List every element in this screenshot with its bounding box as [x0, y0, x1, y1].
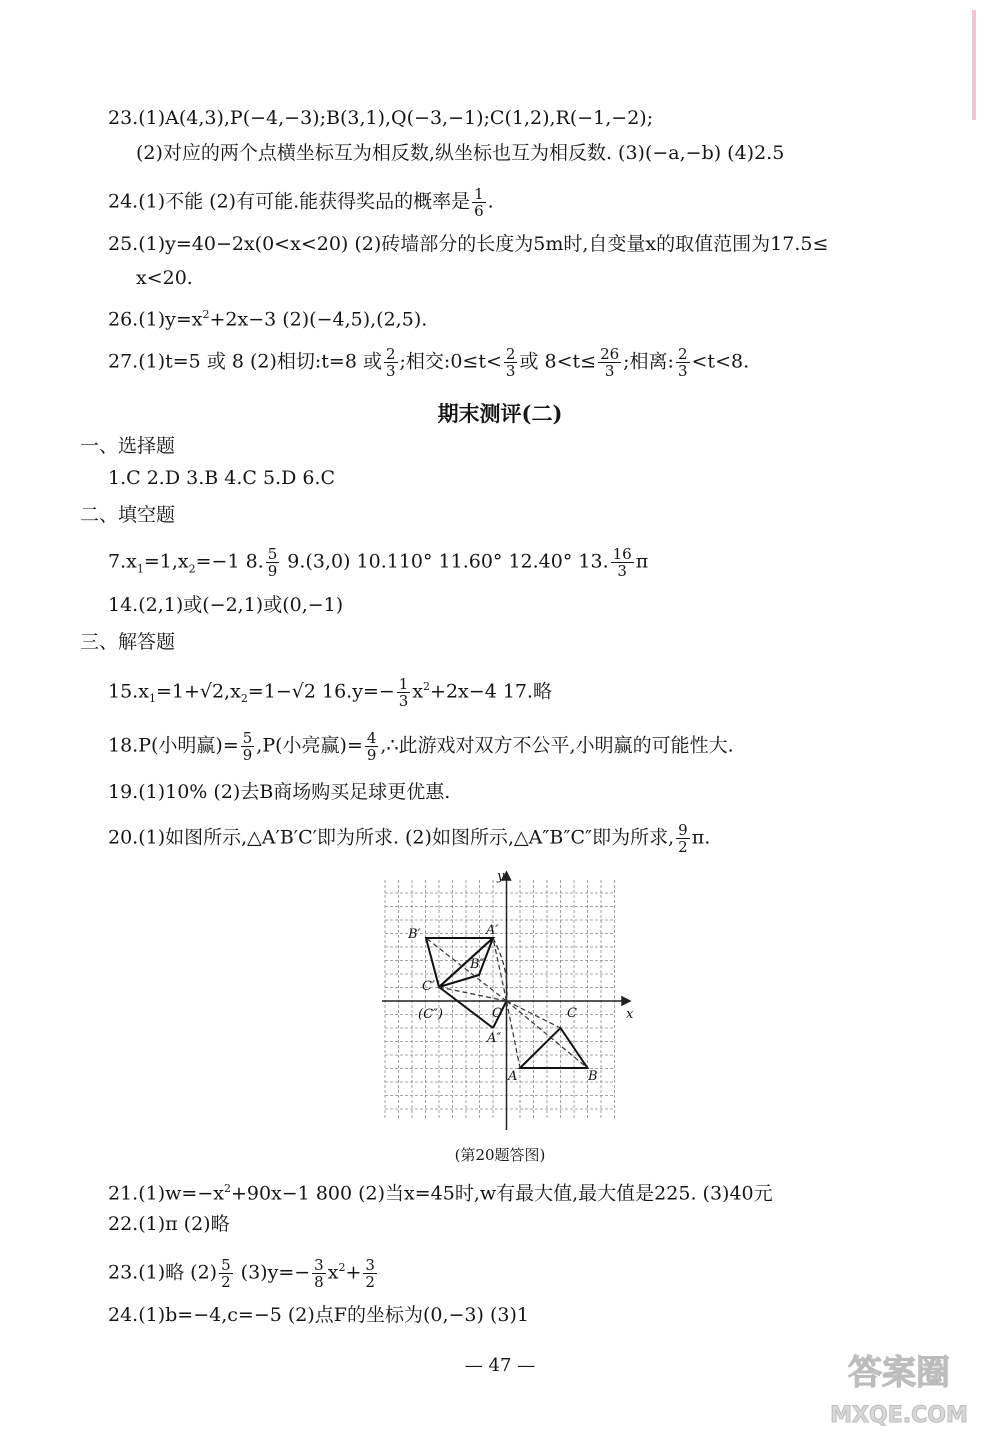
answer-24: 24.(1)不能 (2)有可能.能获得奖品的概率是 $\frac{1}{6}$ . [108, 185, 494, 220]
page-number: — 47 — [464, 1355, 536, 1376]
answer-24: 24.(1)b=−4,c=−5 (2)点F的坐标为(0,−3) (3)1 [108, 1304, 529, 1326]
answer-23: 23.(1)略 (2) $\frac{5}{2}$ (3)y=− $\frac{3}{8}$ $x^2+$ $\frac{3}{2}$ [108, 1255, 375, 1291]
answers-15-17: $15.x_1=1+√2,x_2=1-√2$ 16.y=− $\frac{1}{3}$ $x^2+2x-4$ 17.略 [108, 674, 553, 710]
triangle-abc [520, 1028, 588, 1068]
coordinate-figure [360, 860, 650, 1170]
answer-23-line1: 23.(1)A(4,3),P(−4,−3);B(3,1),Q(−3,−1);C(1,2),R(−1,−2); [108, 107, 654, 129]
label-a2: A″ [487, 1031, 502, 1046]
label-y: y [497, 869, 505, 884]
watermark-logo [814, 1342, 984, 1432]
answer-18: 18.P(小明赢)= $\frac{5}{9}$ ,P(小亮赢)= $\frac{4}{9}$ ,∴此游戏对双方不公平,小明赢的可能性大. [108, 729, 734, 764]
answer-27: 27.(1)t=5 或 8 (2)相切:t=8 或 $\frac{2}{3}$ ;相交:0≤t< $\frac{2}{3}$ 或 8<t≤ $\frac{26}{3}$ ;相离: $\frac{2}{3}$ <t<8. [108, 345, 750, 380]
label-a1: A′ [486, 923, 499, 938]
answer-26: $26.(1)y=x^2+2x-3$ (2)(−4,5),(2,5). [108, 308, 428, 331]
figure-caption: (第20题答图) [454, 1146, 546, 1164]
fraction: $\frac{1}{6}$ [474, 185, 484, 220]
answer-20: 20.(1)如图所示,△A′B′C′即为所求. (2)如图所示,△A″B″C″即为所求, $\frac{9}{2}$ π. [108, 821, 711, 856]
label-b1: B′ [408, 927, 421, 942]
answers-choice: 1.C 2.D 3.B 4.C 5.D 6.C [108, 467, 336, 489]
answer-19: 19.(1)10% (2)去B商场购买足球更优惠. [108, 781, 451, 803]
answer-25-line2: x<20. [136, 267, 193, 289]
watermark-bottom: MXQE.COM [830, 1403, 968, 1428]
label-b2: B″ [470, 957, 485, 972]
heading-choice: 一、选择题 [80, 435, 176, 457]
page-edge-mark [972, 10, 976, 120]
label-c2: (C″) [418, 1007, 443, 1022]
section-title: 期末测评(二) [437, 401, 563, 426]
answer-23-line2: (2)对应的两个点横坐标互为相反数,纵坐标也互为相反数. (3)(−a,−b) (4)2.5 [136, 142, 785, 164]
answer-22: 22.(1)π (2)略 [108, 1213, 230, 1235]
answers-fill-7-13: $7.x_1=1,x_2=-1$ 8. $\frac{5}{9}$ 9.(3,0) 10.110° 11.60° 12.40° 13. $\frac{16}{3}$ π [108, 545, 649, 580]
watermark-top: 答案圈 [848, 1353, 950, 1393]
label-c1: C′ [422, 979, 435, 994]
heading-fill: 二、填空题 [80, 504, 176, 526]
answer-21: $21.(1)w=-x^2+90x-1$ 800 (2)当x=45时,w有最大值,最大值是225. (3)40元 [108, 1182, 773, 1205]
grid [385, 880, 615, 1118]
label-a: A [508, 1069, 518, 1084]
label-c: C [567, 1006, 577, 1021]
label-b: B [588, 1069, 598, 1084]
label-x: x [626, 1007, 634, 1022]
answer-25-line1: 25.(1)y=40−2x(0<x<20) (2)砖墙部分的长度为5m时,自变量x的取值范围为17.5≤ [108, 233, 829, 255]
label-origin: O [492, 1006, 503, 1021]
heading-solve: 三、解答题 [80, 631, 176, 653]
answer-14: 14.(2,1)或(−2,1)或(0,−1) [108, 594, 344, 616]
